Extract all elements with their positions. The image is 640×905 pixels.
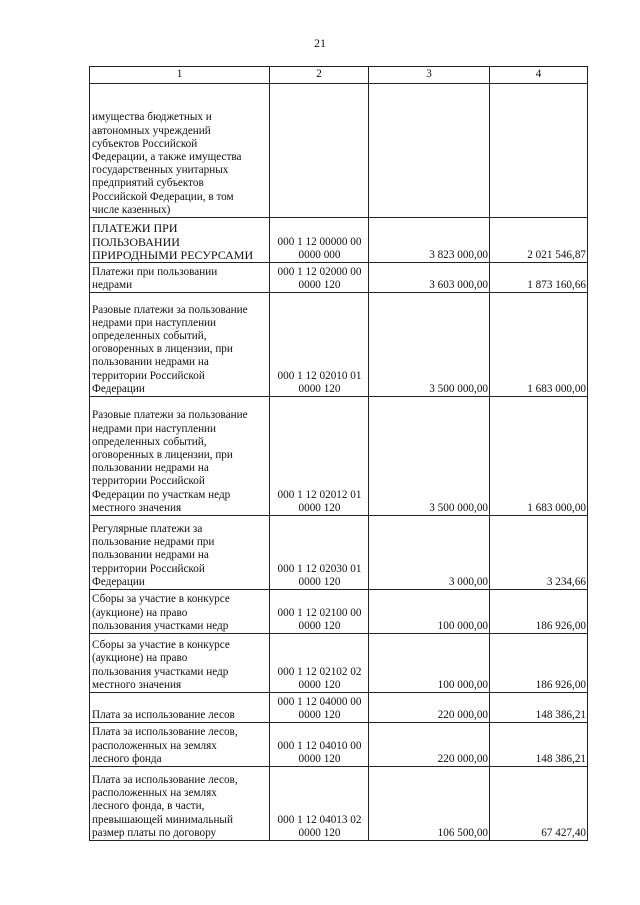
- row-name: Регулярные платежи за пользование недрами при пользовании недрами на территории Российской Федерации: [90, 516, 270, 590]
- row-name: Плата за использование лесов: [90, 693, 270, 723]
- row-actual: 1 873 160,66: [490, 263, 588, 293]
- row-name: Сборы за участие в конкурсе (аукционе) на право пользования участками недр: [90, 590, 270, 634]
- row-code: 000 1 12 02030 01 0000 120: [270, 516, 369, 590]
- table-row: [90, 218, 588, 263]
- budget-table: [89, 66, 588, 841]
- table-row: [90, 693, 588, 723]
- row-actual: 1 683 000,00: [490, 397, 588, 516]
- row-plan: 3 500 000,00: [369, 397, 490, 516]
- row-code: 000 1 12 02000 00 0000 120: [270, 263, 369, 293]
- row-plan: 3 500 000,00: [369, 293, 490, 397]
- row-plan: 100 000,00: [369, 634, 490, 693]
- row-plan: 100 000,00: [369, 590, 490, 634]
- row-actual: 186 926,00: [490, 590, 588, 634]
- header-cell-4: 4: [490, 67, 588, 84]
- table-row: [90, 516, 588, 590]
- row-name: Плата за использование лесов, расположенных на землях лесного фонда, в части, превышающей минимальный размер платы по договору: [90, 767, 270, 841]
- row-plan: 220 000,00: [369, 723, 490, 767]
- row-name: Плата за использование лесов, расположенных на землях лесного фонда: [90, 723, 270, 767]
- table-row: [90, 590, 588, 634]
- row-name: Сборы за участие в конкурсе (аукционе) на право пользования участками недр местного значения: [90, 634, 270, 693]
- row-name: Платежи при пользовании недрами: [90, 263, 270, 293]
- row-code: 000 1 12 04013 02 0000 120: [270, 767, 369, 841]
- page-number: 21: [314, 36, 326, 50]
- table-row: [90, 397, 588, 516]
- row-actual: 67 427,40: [490, 767, 588, 841]
- row-name: имущества бюджетных и автономных учреждений субъектов Российской Федерации, а также имущества государственных унитарных предприятий субъектов Российской Федерации, в том числе казенных): [90, 84, 270, 218]
- header-cell-1: 1: [90, 67, 270, 84]
- row-code: 000 1 12 00000 00 0000 000: [270, 218, 369, 263]
- row-code: 000 1 12 04010 00 0000 120: [270, 723, 369, 767]
- table-header-row: [90, 67, 588, 84]
- table-row: [90, 263, 588, 293]
- row-code: [270, 84, 369, 218]
- row-code: 000 1 12 02010 01 0000 120: [270, 293, 369, 397]
- row-actual: 148 386,21: [490, 693, 588, 723]
- table-row: [90, 84, 588, 218]
- row-name: ПЛАТЕЖИ ПРИ ПОЛЬЗОВАНИИ ПРИРОДНЫМИ РЕСУРСАМИ: [90, 218, 270, 263]
- table-row: [90, 293, 588, 397]
- header-cell-3: 3: [369, 67, 490, 84]
- row-code: 000 1 12 02102 02 0000 120: [270, 634, 369, 693]
- row-plan: 3 603 000,00: [369, 263, 490, 293]
- row-code: 000 1 12 02100 00 0000 120: [270, 590, 369, 634]
- table-row: [90, 634, 588, 693]
- row-plan: 106 500,00: [369, 767, 490, 841]
- row-plan: 220 000,00: [369, 693, 490, 723]
- row-actual: 148 386,21: [490, 723, 588, 767]
- header-cell-2: 2: [270, 67, 369, 84]
- row-plan: 3 823 000,00: [369, 218, 490, 263]
- row-name: Разовые платежи за пользование недрами при наступлении определенных событий, оговоренных в лицензии, при пользовании недрами на территории Российской Федерации по участкам недр местного значения: [90, 397, 270, 516]
- row-actual: [490, 84, 588, 218]
- row-actual: 2 021 546,87: [490, 218, 588, 263]
- table-row: [90, 723, 588, 767]
- table-row: [90, 767, 588, 841]
- row-actual: 1 683 000,00: [490, 293, 588, 397]
- row-code: 000 1 12 02012 01 0000 120: [270, 397, 369, 516]
- row-name: Разовые платежи за пользование недрами при наступлении определенных событий, оговоренных в лицензии, при пользовании недрами на территории Российской Федерации: [90, 293, 270, 397]
- row-plan: 3 000,00: [369, 516, 490, 590]
- row-actual: 186 926,00: [490, 634, 588, 693]
- row-plan: [369, 84, 490, 218]
- row-code: 000 1 12 04000 00 0000 120: [270, 693, 369, 723]
- row-actual: 3 234,66: [490, 516, 588, 590]
